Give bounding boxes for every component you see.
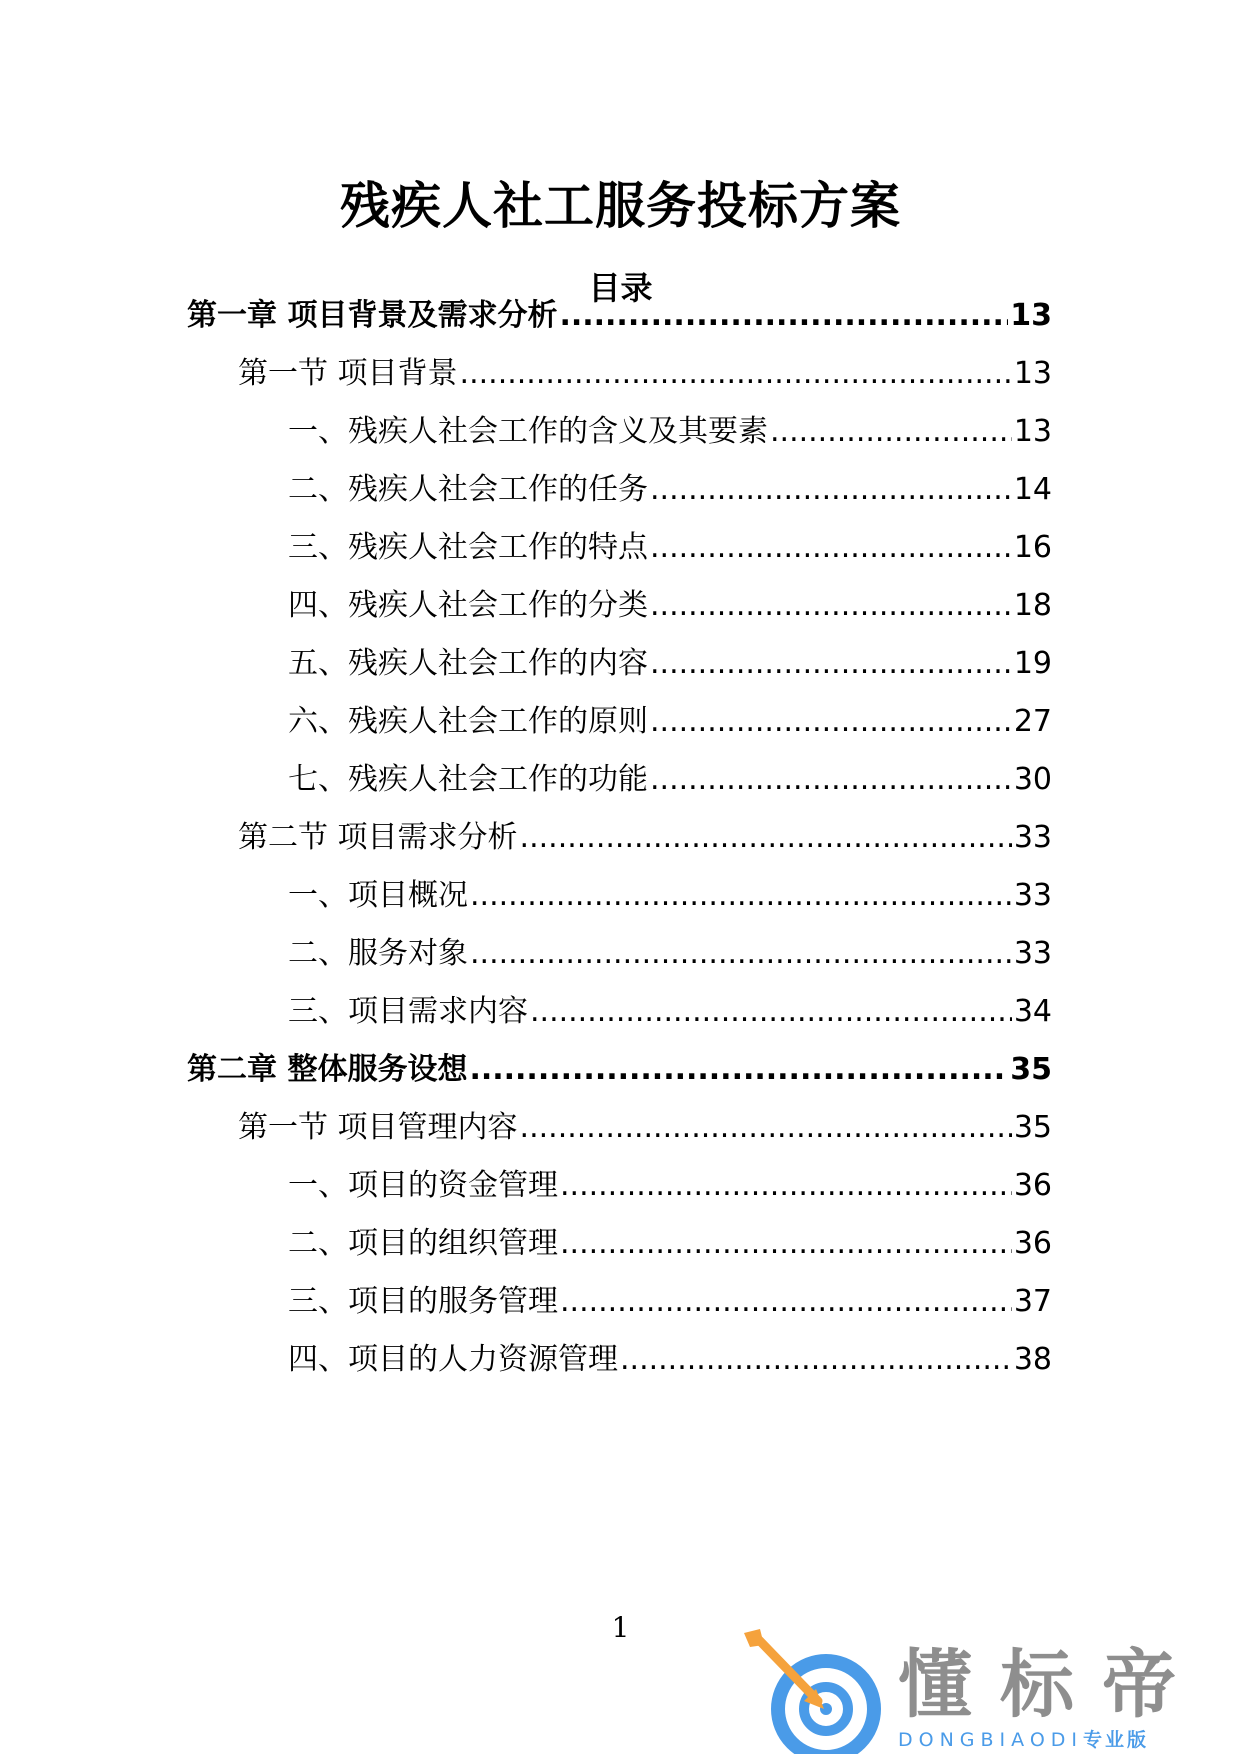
toc-entry-section[interactable]	[238, 1108, 1052, 1148]
toc-leader-dots	[520, 1108, 1012, 1148]
toc-entry-text: 三、残疾人社会工作的特点	[288, 530, 648, 565]
toc-entry-page: 33	[1013, 820, 1052, 855]
toc-entry-item[interactable]	[288, 876, 1052, 916]
toc-leader-dots	[560, 1224, 1012, 1264]
toc-leader-dots	[650, 586, 1012, 626]
target-arrow-icon	[738, 1625, 898, 1754]
toc-entry-item[interactable]	[288, 528, 1052, 568]
toc-entry-text: 六、残疾人社会工作的原则	[288, 704, 648, 739]
toc-entry-item[interactable]	[288, 412, 1052, 452]
toc-entry-text: 三、项目需求内容	[288, 994, 528, 1029]
toc-entry-item[interactable]	[288, 586, 1052, 626]
toc-entry-text: 四、残疾人社会工作的分类	[288, 588, 648, 623]
toc-entry-chapter-2[interactable]	[187, 1050, 1052, 1090]
toc-entry-item[interactable]	[288, 1282, 1052, 1322]
toc-entry-text: 二、残疾人社会工作的任务	[288, 472, 648, 507]
toc-entry-page: 36	[1013, 1168, 1052, 1203]
toc-entry-text: 二、项目的组织管理	[288, 1226, 558, 1261]
toc-entry-section[interactable]	[238, 354, 1052, 394]
toc-entry-text: 第二节 项目需求分析	[238, 820, 518, 855]
toc-entry-item[interactable]	[288, 760, 1052, 800]
toc-entry-page: 35	[1010, 1052, 1052, 1087]
toc-leader-dots	[620, 1340, 1012, 1380]
watermark-logo	[738, 1625, 1241, 1754]
toc-entry-item[interactable]	[288, 470, 1052, 510]
toc-leader-dots	[560, 1282, 1012, 1322]
toc-entry-page: 37	[1013, 1284, 1052, 1319]
toc-entry-text: 第二章 整体服务设想	[187, 1052, 468, 1087]
toc-entry-page: 34	[1013, 994, 1052, 1029]
brand-name-en	[898, 1729, 1149, 1751]
toc-entry-page: 16	[1013, 530, 1052, 565]
toc-leader-dots	[460, 354, 1012, 394]
toc-leader-dots	[470, 934, 1012, 974]
toc-entry-text: 第一节 项目背景	[238, 356, 458, 391]
toc-entry-text: 一、项目概况	[288, 878, 468, 913]
toc-entry-text: 四、项目的人力资源管理	[288, 1342, 618, 1377]
toc-leader-dots	[530, 992, 1012, 1032]
toc-entry-text: 二、服务对象	[288, 936, 468, 971]
toc-entry-item[interactable]	[288, 1224, 1052, 1264]
toc-entry-item[interactable]	[288, 1340, 1052, 1380]
toc-entry-page: 33	[1013, 878, 1052, 913]
toc-leader-dots	[650, 644, 1012, 684]
toc-entry-page: 38	[1013, 1342, 1052, 1377]
toc-entry-text: 一、残疾人社会工作的含义及其要素	[288, 414, 768, 449]
toc-entry-page: 30	[1013, 762, 1052, 797]
toc-entry-text: 第一节 项目管理内容	[238, 1110, 518, 1145]
document-title: 残疾人社工服务投标方案	[340, 177, 901, 235]
toc-entry-page: 13	[1013, 414, 1052, 449]
toc-leader-dots	[520, 818, 1012, 858]
toc-entry-page: 18	[1013, 588, 1052, 623]
toc-leader-dots	[560, 1166, 1012, 1206]
toc-entry-chapter-1[interactable]	[187, 296, 1052, 336]
toc-entry-text: 五、残疾人社会工作的内容	[288, 646, 648, 681]
toc-entry-page: 36	[1013, 1226, 1052, 1261]
toc-leader-dots	[559, 296, 1008, 336]
toc-leader-dots	[470, 876, 1012, 916]
toc-leader-dots	[650, 528, 1012, 568]
toc-entry-page: 35	[1013, 1110, 1052, 1145]
toc-entry-text: 七、残疾人社会工作的功能	[288, 762, 648, 797]
toc-entry-item[interactable]	[288, 934, 1052, 974]
edition-label: 专业版	[1083, 1729, 1150, 1751]
toc-entry-text: 三、项目的服务管理	[288, 1284, 558, 1319]
toc-entry-page: 13	[1013, 356, 1052, 391]
toc-leader-dots	[650, 702, 1012, 742]
brand-name-latin: DONGBIAODI	[898, 1729, 1084, 1751]
page-number: 1	[611, 1611, 630, 1644]
toc-entry-text: 一、项目的资金管理	[288, 1168, 558, 1203]
toc-entry-item[interactable]	[288, 1166, 1052, 1206]
toc-leader-dots	[469, 1050, 1008, 1090]
toc-entry-section[interactable]	[238, 818, 1052, 858]
toc-entry-item[interactable]	[288, 644, 1052, 684]
toc-leader-dots	[770, 412, 1012, 452]
toc-entry-item[interactable]	[288, 702, 1052, 742]
toc-entry-page: 33	[1013, 936, 1052, 971]
brand-name-cn: 懂标帝	[898, 1642, 1204, 1728]
toc-entry-text: 第一章 项目背景及需求分析	[187, 298, 558, 333]
toc-entry-page: 27	[1013, 704, 1052, 739]
toc-leader-dots	[650, 470, 1012, 510]
toc-entry-page: 14	[1013, 472, 1052, 507]
toc-heading: 目录	[588, 269, 653, 307]
toc-leader-dots	[650, 760, 1012, 800]
toc-entry-page: 19	[1013, 646, 1052, 681]
toc-entry-page: 13	[1010, 298, 1052, 333]
toc-entry-item[interactable]	[288, 992, 1052, 1032]
